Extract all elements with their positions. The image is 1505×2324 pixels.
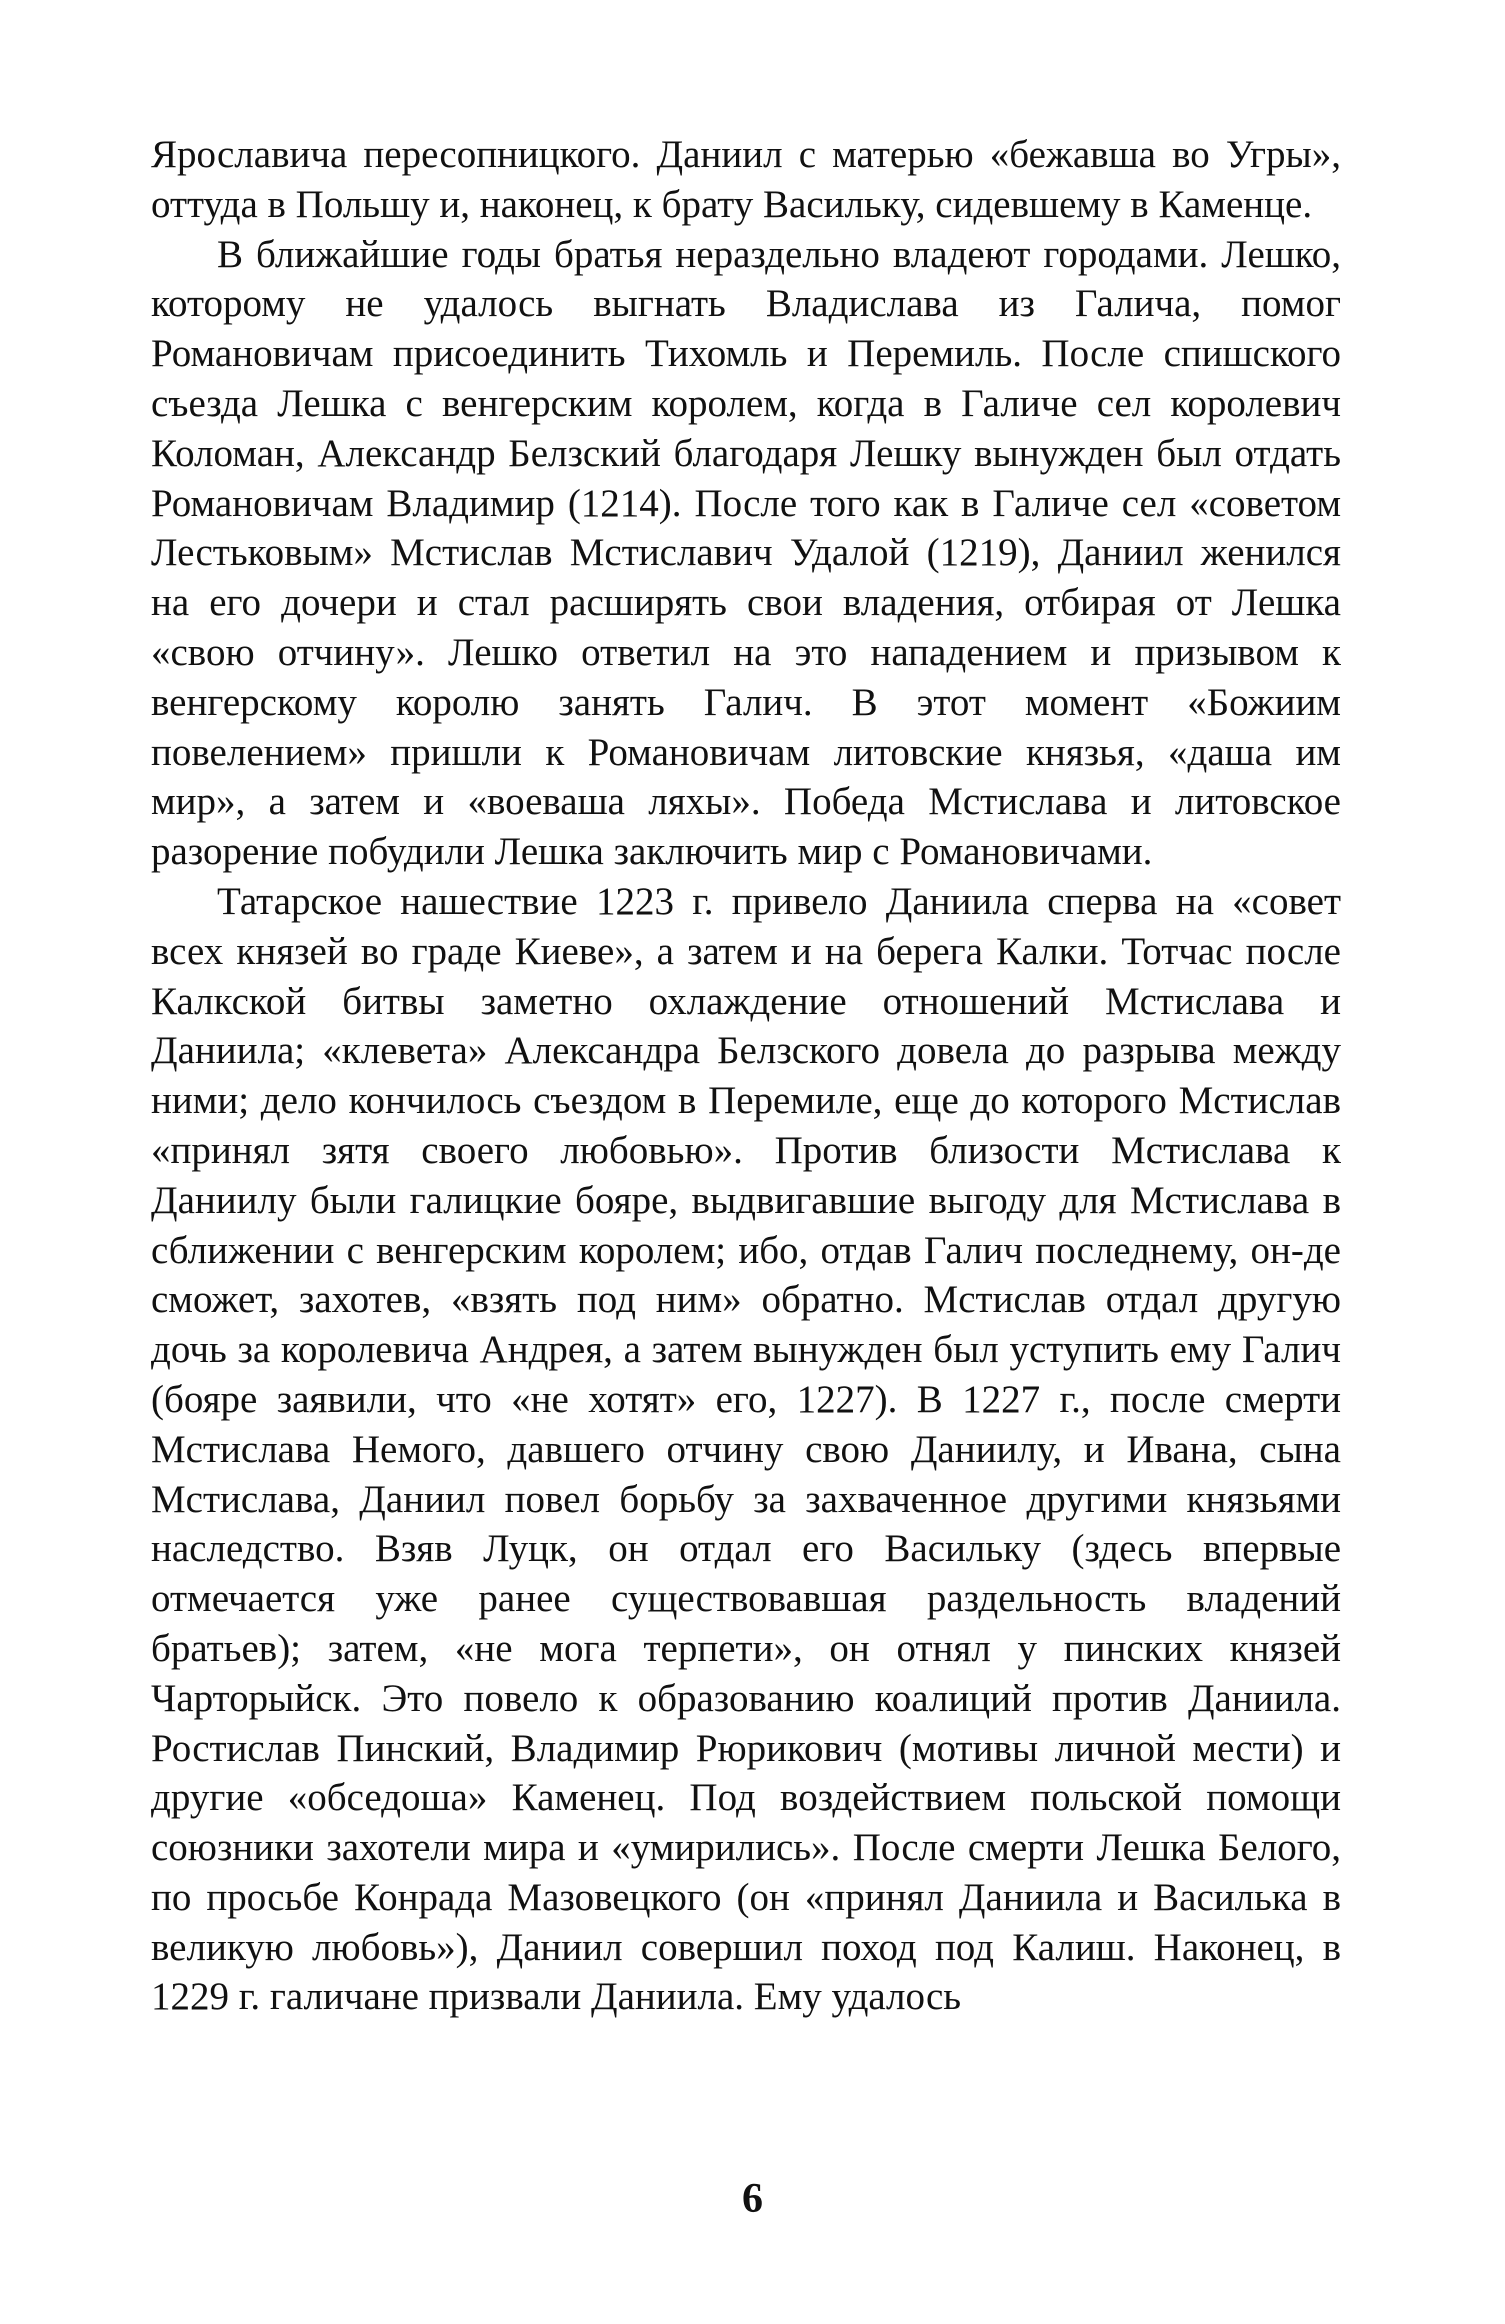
paragraph-3: Татарское нашествие 1223 г. привело Даниила сперва на «совет всех князей во граде Киеве», а затем и на берега Калки. Тотчас после Калкской битвы заметно охлаждение отношений Мстислава и Даниила; «клевета» Александра Белзского довела до разрыва между ними; дело кончилось съездом в Перемиле, еще до которого Мстислав «принял зятя своего любовью». Против близости Мстислава к Даниилу были галицкие бояре, выдвигавшие выгоду для Мстислава в сближении с венгерским королем; ибо, отдав Галич последнему, он-де сможет, захотев, «взять под ним» обратно. Мстислав отдал другую дочь за королевича Андрея, а затем вынужден был уступить ему Галич (бояре заявили, что «не хотят» его, 1227). В 1227 г., после смерти Мстислава Немого, давшего отчину свою Даниилу, и Ивана, сына Мстислава, Даниил повел борьбу за захваченное другими князьями наследство. Взяв Луцк, он отдал его Васильку (здесь впервые отмечается уже ранее существовавшая раздельность владений братьев); затем, «не мога терпети», он отнял у пинских князей Чарторыйск. Это повело к образованию коалиций против Даниила. Ростислав Пинский, Владимир Рюрикович (мотивы личной мести) и другие «обседоша» Каменец. Под воздействием польской помощи союзники захотели мира и «умирились». После смерти Лешка Белого, по просьбе Конрада Мазовецкого (он «принял Даниила и Василька в великую любовь»), Даниил совершил поход под Калиш. Наконец, в 1229 г. галичане призвали Даниила. Ему удалось — [151, 879, 1341, 2019]
paragraph-1: Ярославича пересопницкого. Даниил с матерью «бежавша во Угры», оттуда в Польшу и, наконец, к брату Васильку, сидевшему в Каменце. — [151, 133, 1341, 226]
page-text-column — [151, 130, 1341, 2022]
page-number: 6 — [742, 2176, 763, 2222]
paragraph-2: В ближайшие годы братья нераздельно владеют городами. Лешко, которому не удалось выгнать Владислава из Галича, помог Романовичам присоединить Тихомль и Перемиль. После спишского съезда Лешка с венгерским королем, когда в Галиче сел королевич Коломан, Александр Белзский благодаря Лешку вынужден был отдать Романовичам Владимир (1214). После того как в Галиче сел «советом Лестьковым» Мстислав Мстиславич Удалой (1219), Даниил женился на его дочери и стал расширять свои владения, отбирая от Лешка «свою отчину». Лешко ответил на это нападением и призывом к венгерскому королю занять Галич. В этот момент «Божиим повелением» пришли к Романовичам литовские князья, «даша им мир», а затем и «воеваша ляхы». Победа Мстислава и литовское разорение побудили Лешка заключить мир с Романовичами. — [151, 232, 1341, 874]
